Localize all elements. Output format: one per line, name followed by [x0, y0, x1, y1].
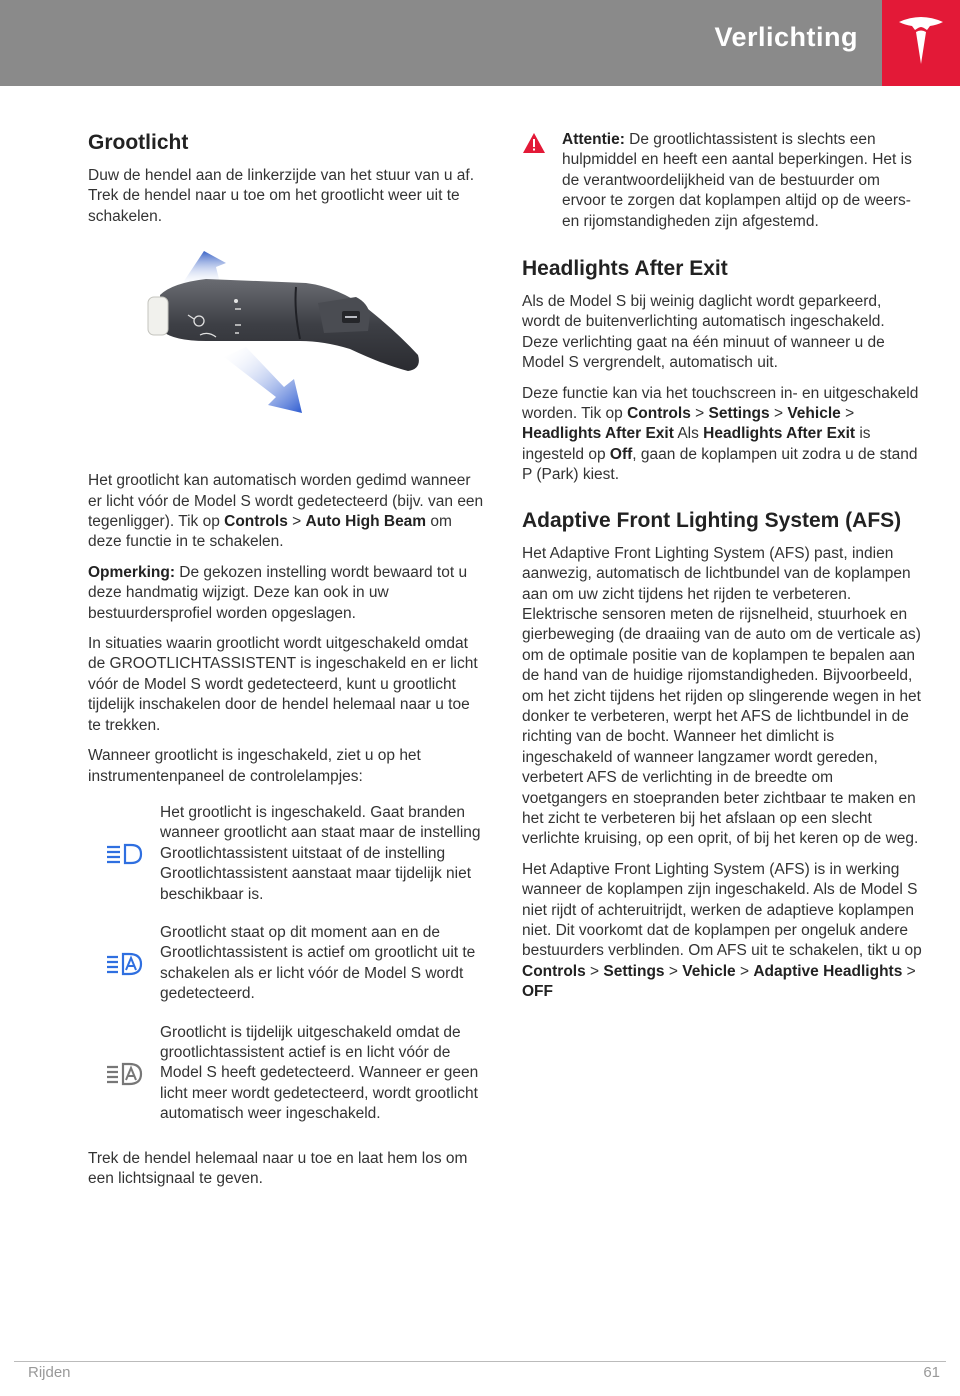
section-heading-grootlicht: Grootlicht: [88, 131, 189, 154]
flash-paragraph: Trek de hendel helemaal naar u toe en laat hem los om een lichtsignaal te geven.: [88, 1149, 468, 1187]
indicator-row: [88, 923, 486, 1005]
indicator-text: Grootlicht is tijdelijk uitgeschakeld omdat de grootlichtassistent actief is en licht vóór de Model S heeft gedetecteerd. Wanneer er geen licht meer wordt gedetecteerd, wordt grootlicht automatisch weer ingeschakeld.: [160, 1023, 479, 1123]
situations-paragraph: In situaties waarin grootlicht wordt uitgeschakeld omdat de GROOTLICHTASSISTENT is ingeschakeld en er licht vóór de Model S wordt gedetecteerd, kunt u grootlicht tijdelijk inschakelen door de hendel helemaal naar u toe te trekken.: [88, 635, 478, 734]
afs-paragraph-1: Het Adaptive Front Lighting System (AFS) past, indien aanwezig, automatisch de lichtbundel van de koplampen aan om uw zicht tijdens het rijden te verbeteren. Elektrische sensoren meten de rijsnelheid, stuurhoek en gierbeweging (de draaiing van de auto om de verticale as) om de optimale positie van de koplampen te bepalen aan de hand van de huidige rijomstandigheden. Bijvoorbeeld, om het zicht tijdens het rijden op slingerende wegen in het donker te verbeteren, werpt het AFS de lichtbundel in de richting van de bocht. Wanneer het dimlicht is ingeschakeld of wanneer langzamer wordt gereden, verbetert AFS de verlichting in de breedte om voetgangers en stoepranden beter zichtbaar te maken en het zicht te verbeteren bij het afslaan op een slecht verlichte kruising, op een oprit, of bij het keren op de weg.: [522, 544, 921, 848]
warning-box: [522, 130, 922, 232]
page-header: [0, 0, 960, 86]
left-column: [88, 128, 486, 1199]
warning-text: Attentie: De grootlichtassistent is slechts een hulpmiddel en heeft een aantal beperkingen. Het is de verantwoordelijkheid van de bestuurder om ervoor te zorgen dat koplampen altijd op de weers- en rijomstandigheden zijn afgestemd.: [562, 131, 912, 230]
right-column: [522, 130, 922, 1013]
afs-paragraph-2: Het Adaptive Front Lighting System (AFS) is in werking wanneer de koplampen zijn ingeschakeld. Als de Model S niet rijdt of achteruitrijdt, werken de adaptieve koplampen niet. Dit voorkomt dat de koplampen per ongeluk andere bestuurders verblinden. Om AFS uit te schakelen, tikt u op Controls > Settings > Vehicle > Adaptive Headlights > OFF: [522, 860, 922, 1001]
stalk-illustration: [88, 245, 486, 445]
note-label: Opmerking:: [88, 563, 175, 581]
tesla-logo-icon: [897, 14, 945, 70]
auto-high-beam-inactive-icon: [105, 1062, 143, 1086]
footer-divider: [14, 1361, 946, 1362]
high-beam-icon: [105, 843, 143, 865]
section-heading-headlights-after-exit: Headlights After Exit: [522, 257, 728, 281]
lever-diagram-icon: [88, 245, 486, 445]
auto-high-beam-bold: Auto High Beam: [305, 513, 427, 531]
note-paragraph: Opmerking: De gekozen instelling wordt bewaard tot u deze handmatig wijzigt. Deze kan ook in uw bestuurdersprofiel worden opgeslagen.: [88, 563, 468, 622]
indicators-intro: Wanneer grootlicht is ingeschakeld, ziet u op het instrumentenpaneel de controlelampjes:: [88, 747, 421, 785]
indicator-row: [88, 1023, 486, 1125]
touchscreen-paragraph: Deze functie kan via het touchscreen in- en uitgeschakeld worden. Tik op Controls > Settings > Vehicle > Headlights After Exit Als Headlights After Exit is ingesteld op Off, gaan de koplampen uit zodra u de stand P (Park) kiest.: [522, 384, 919, 484]
warning-triangle-icon: [522, 132, 546, 154]
auto-high-beam-active-icon: [105, 952, 143, 976]
controls-bold: Controls: [224, 513, 288, 531]
after-exit-paragraph: Als de Model S bij weinig daglicht wordt geparkeerd, wordt de buitenverlichting automatisch ingeschakeld. Deze verlichting gaat na één minuut of wanneer u de Model S vergrendelt, automatisch uit.: [522, 293, 885, 372]
indicator-row: [88, 803, 486, 905]
footer-page-number: 61: [923, 1364, 940, 1381]
indicator-text: Grootlicht staat op dit moment aan en de Grootlichtassistent is actief om grootlicht uit te schakelen als er licht vóór de Model S wordt gedetecteerd.: [160, 923, 476, 1003]
warning-label: Attentie:: [562, 131, 625, 148]
page-title: Verlichting: [714, 22, 858, 52]
auto-high-beam-paragraph: Het grootlicht kan automatisch worden gedimd wanneer er licht vóór de Model S wordt gedetecteerd (bijv. van een tegenligger). Tik op Controls > Auto High Beam om deze functie in te schakelen.: [88, 472, 484, 551]
footer-section: Rijden: [28, 1364, 71, 1381]
intro-paragraph: Duw de hendel aan de linkerzijde van het stuur van u af. Trek de hendel naar u toe om het grootlicht weer uit te schakelen.: [88, 167, 475, 225]
indicator-text: Het grootlicht is ingeschakeld. Gaat branden wanneer grootlicht aan staat maar de instelling Grootlichtassistent uitstaat of de instelling Grootlichtassistent aanstaat maar tijdelijk niet beschikbaar is.: [160, 803, 481, 903]
section-heading-afs: Adaptive Front Lighting System (AFS): [522, 508, 902, 532]
brand-block: [882, 0, 960, 86]
